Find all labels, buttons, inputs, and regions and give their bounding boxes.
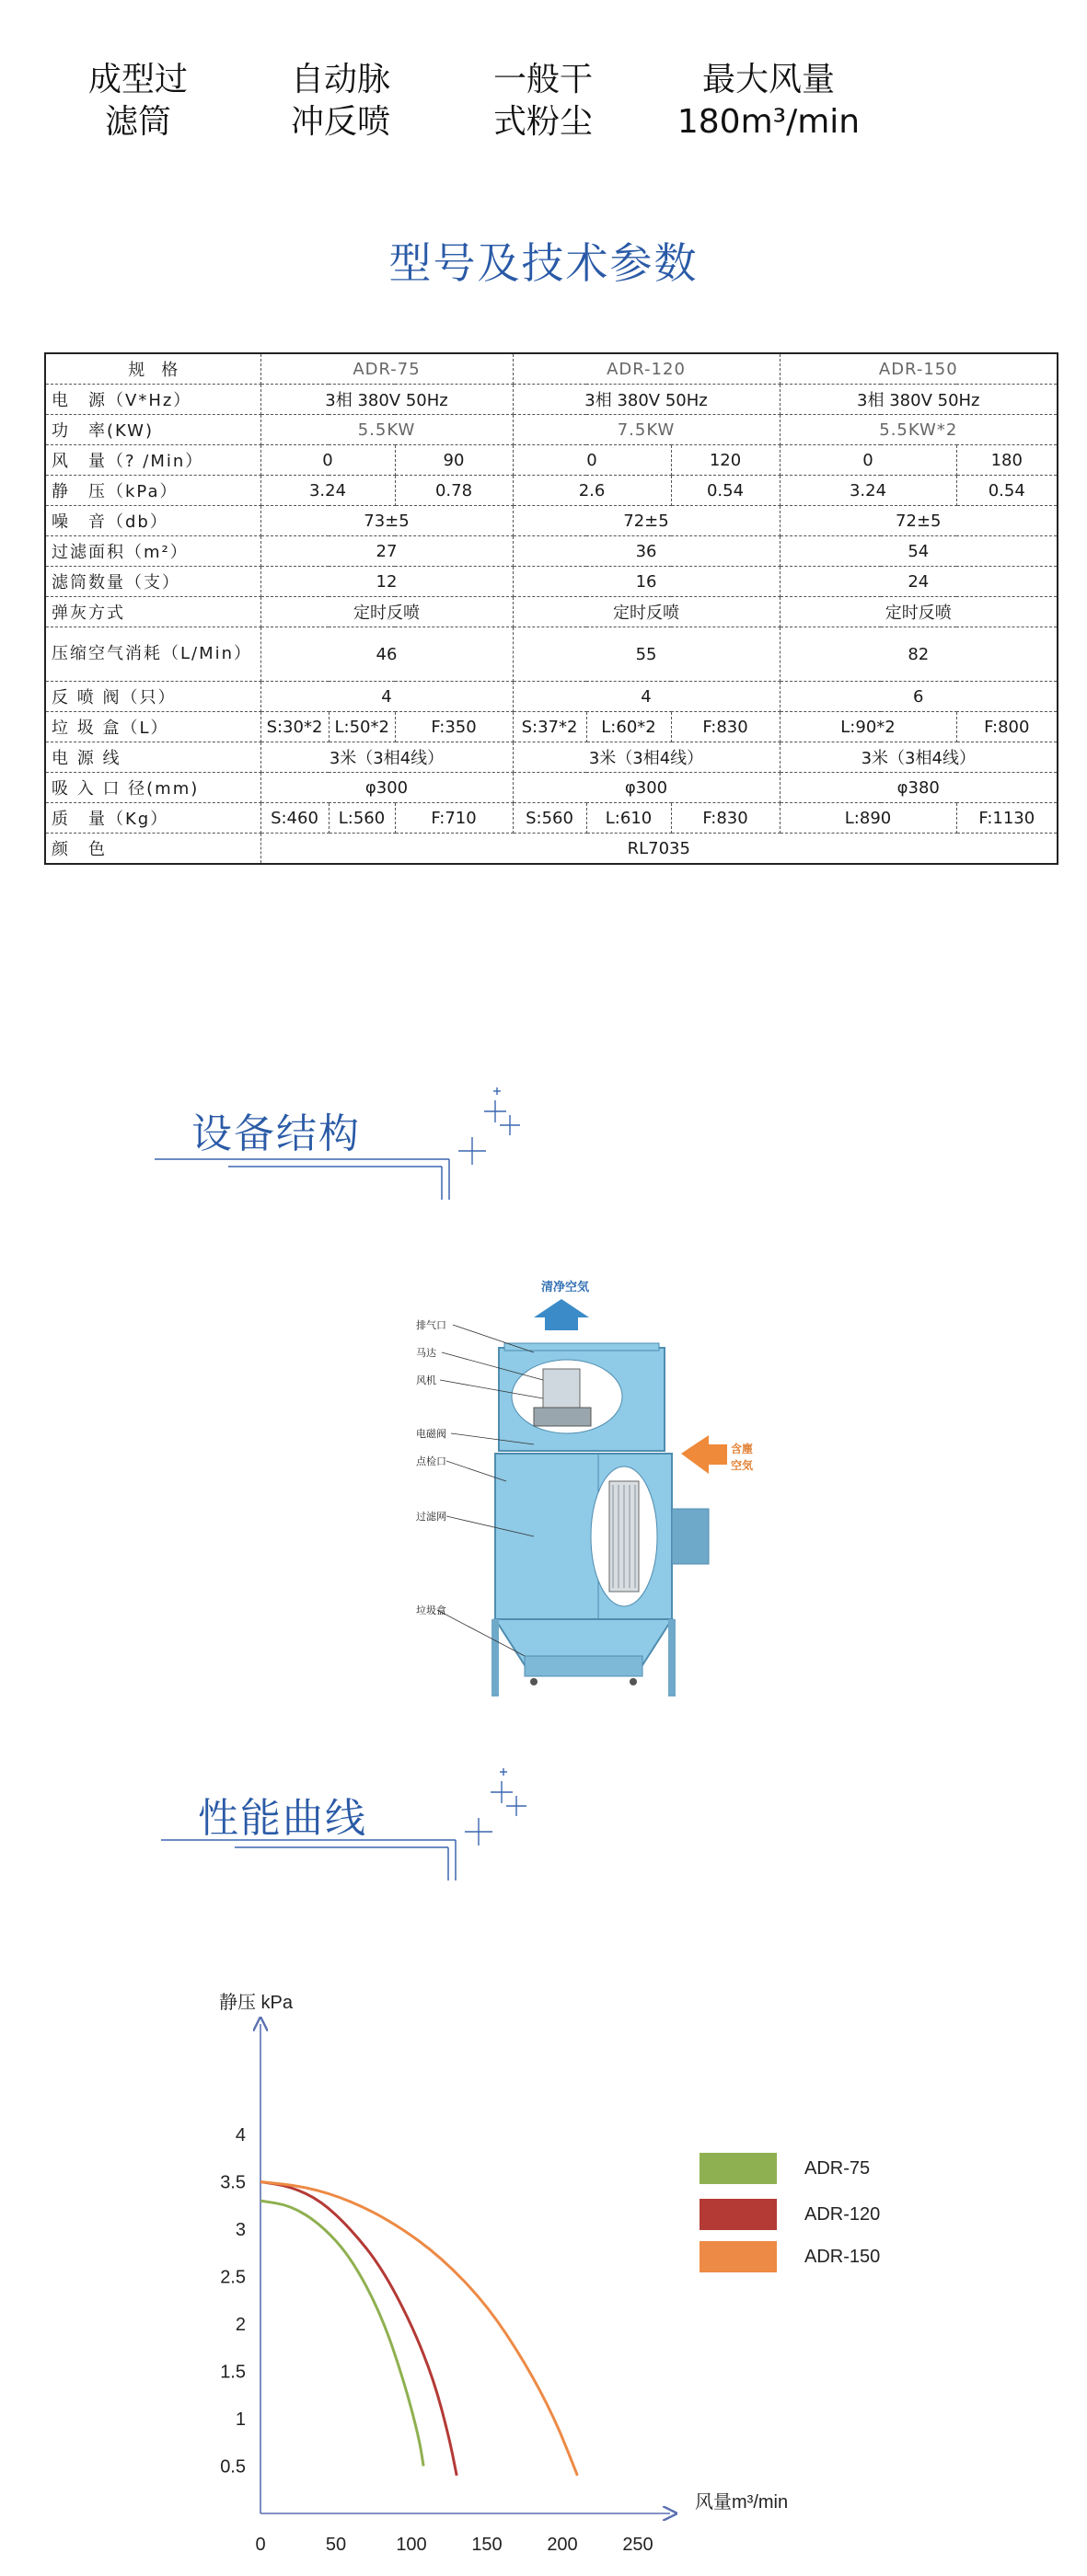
y-tick-label: 2	[235, 2315, 246, 2335]
series-line-adr-150	[260, 2182, 577, 2476]
feature-dry-dust	[479, 59, 607, 144]
spec-header-label: 规 格	[45, 353, 260, 385]
spec-row-airflow	[45, 445, 1058, 476]
y-tick-label: 0.5	[220, 2456, 246, 2478]
spec-row-cable	[45, 742, 1058, 773]
y-tick-label: 1	[235, 2409, 246, 2430]
solenoid-valve-label: 电磁阀	[416, 1428, 446, 1440]
spec-row-compressed-air	[45, 627, 1058, 682]
cell: 3米（3相4线）	[260, 742, 513, 773]
spec-row-noise	[45, 506, 1058, 536]
cell: 4	[260, 682, 513, 712]
cell: 120	[671, 445, 780, 476]
cell: φ380	[780, 773, 1058, 803]
cell: 3.24	[780, 476, 956, 506]
row-label: 吸 入 口 径(mm)	[45, 773, 260, 803]
cell: S:560	[513, 803, 586, 834]
x-tick-label: 100	[396, 2535, 427, 2555]
cell: 6	[780, 682, 1058, 712]
feature-line: 自动脉	[290, 61, 390, 98]
dust-bin-label: 垃圾盒	[416, 1604, 446, 1616]
cell: 3相 380V 50Hz	[780, 385, 1058, 415]
row-label: 垃 圾 盒（L）	[45, 712, 260, 742]
legend-swatch	[700, 2153, 777, 2184]
feature-pulse-jet	[276, 59, 405, 144]
cell: 36	[513, 536, 780, 567]
row-label: 风 量（? /Min）	[45, 445, 260, 476]
cell: 12	[260, 567, 513, 597]
legend-label: ADR-75	[804, 2157, 871, 2179]
clean-air-label: 清净空気	[541, 1281, 590, 1294]
spec-row-color	[45, 834, 1058, 865]
spec-table	[44, 352, 1058, 865]
cell: 5.5KW	[260, 415, 513, 445]
row-label: 压缩空气消耗（L/Min）	[45, 627, 260, 682]
legend-swatch	[700, 2241, 777, 2272]
cell: 82	[780, 627, 1058, 682]
cell: 3相 380V 50Hz	[513, 385, 780, 415]
cell: 90	[395, 445, 513, 476]
cell: 定时反喷	[260, 597, 513, 627]
cell: S:37*2	[513, 712, 586, 742]
row-label: 电 源 线	[45, 742, 260, 773]
title-underline-decoration	[155, 1082, 523, 1211]
cell: 定时反喷	[513, 597, 780, 627]
legend-swatch	[700, 2199, 777, 2230]
cell: 7.5KW	[513, 415, 780, 445]
cell: 54	[780, 536, 1058, 567]
cell: F:800	[956, 712, 1058, 742]
x-tick-label: 0	[255, 2535, 266, 2555]
cell: L:610	[586, 803, 671, 834]
cell: L:90*2	[780, 712, 956, 742]
cell: F:830	[671, 803, 780, 834]
legend-item	[700, 2199, 880, 2230]
x-tick-label: 250	[622, 2535, 653, 2555]
cell: 2.6	[513, 476, 671, 506]
cell: 16	[513, 567, 780, 597]
model-name: ADR-120	[513, 353, 780, 385]
cell: 55	[513, 627, 780, 682]
cell: F:710	[395, 803, 513, 834]
dust-collector-diagram	[396, 1260, 773, 1702]
row-label: 反 喷 阀（只）	[45, 682, 260, 712]
fan-label: 风机	[416, 1374, 436, 1386]
feature-line: 最大风量	[701, 61, 835, 98]
y-tick-label: 2.5	[220, 2267, 246, 2288]
spec-row-inlet	[45, 773, 1058, 803]
spec-row-valve	[45, 682, 1058, 712]
cell: 73±5	[260, 506, 513, 536]
filter-label: 过滤网	[416, 1511, 446, 1523]
legend-label: ADR-150	[804, 2246, 881, 2267]
y-tick-label: 3.5	[220, 2172, 246, 2193]
cell: F:1130	[956, 803, 1058, 834]
row-label: 电 源（V*Hz）	[45, 385, 260, 415]
cell: 0	[260, 445, 395, 476]
spec-row-filter-count	[45, 567, 1058, 597]
series-line-adr-75	[260, 2201, 423, 2466]
y-axis-label: 静压 kPa	[219, 1993, 294, 2013]
x-tick-label: 150	[471, 2535, 503, 2555]
x-axis-label: 风量m³/min	[695, 2492, 789, 2513]
y-tick-label: 4	[235, 2125, 246, 2145]
cell: RL7035	[260, 834, 1058, 865]
dusty-air-label: 含塵	[731, 1443, 754, 1455]
cell: 3.24	[260, 476, 395, 506]
cell: 定时反喷	[780, 597, 1058, 627]
feature-formed-filter	[74, 59, 202, 144]
spec-row-cleaning	[45, 597, 1058, 627]
row-label: 滤筒数量（支）	[45, 567, 260, 597]
cell: S:460	[260, 803, 329, 834]
cell: 3米（3相4线）	[780, 742, 1058, 773]
performance-section-title: 性能曲线	[198, 1795, 367, 1842]
x-tick-label: 50	[325, 2535, 347, 2555]
feature-line: 成型过	[87, 61, 188, 98]
spec-row-power	[45, 385, 1058, 415]
cell: L:50*2	[329, 712, 395, 742]
cell: L:890	[780, 803, 956, 834]
cell: S:30*2	[260, 712, 329, 742]
cell: 0	[780, 445, 956, 476]
cell: 0.78	[395, 476, 513, 506]
cell: L:560	[329, 803, 395, 834]
cell: 46	[260, 627, 513, 682]
spec-section-title: 型号及技术参数	[388, 238, 699, 288]
cell: 72±5	[780, 506, 1058, 536]
performance-chart	[0, 1969, 1087, 2572]
row-label: 质 量（Kg）	[45, 803, 260, 834]
spec-row-weight	[45, 803, 1058, 834]
model-name: ADR-75	[260, 353, 513, 385]
title-underline-decoration	[161, 1763, 529, 1892]
cell: 180	[956, 445, 1058, 476]
cell: F:830	[671, 712, 780, 742]
dust-collector-illustration	[396, 1260, 773, 1702]
row-label: 弹灰方式	[45, 597, 260, 627]
row-label: 噪 音（db）	[45, 506, 260, 536]
cell: 0.54	[956, 476, 1058, 506]
spec-row-pressure	[45, 476, 1058, 506]
feature-line: 一般干	[492, 61, 593, 98]
spec-header-row	[45, 353, 1058, 385]
y-tick-label: 1.5	[220, 2362, 246, 2383]
cell: 4	[513, 682, 780, 712]
cell: F:350	[395, 712, 513, 742]
cell: 3相 380V 50Hz	[260, 385, 513, 415]
cell: 24	[780, 567, 1058, 597]
feature-line: 冲反喷	[290, 103, 390, 141]
cell: φ300	[513, 773, 780, 803]
row-label: 过滤面积（m²）	[45, 536, 260, 567]
x-tick-label: 200	[547, 2535, 578, 2555]
series-line-adr-120	[260, 2182, 457, 2476]
cell: 3米（3相4线）	[513, 742, 780, 773]
feature-max-airflow	[663, 59, 874, 144]
motor-label: 马达	[416, 1347, 436, 1359]
cell: 72±5	[513, 506, 780, 536]
feature-line: 180m³/min	[676, 103, 861, 141]
cell: L:60*2	[586, 712, 671, 742]
model-name: ADR-150	[780, 353, 1058, 385]
legend-label: ADR-120	[804, 2203, 881, 2225]
dusty-air-label: 空気	[731, 1459, 754, 1472]
row-label: 颜 色	[45, 834, 260, 865]
exhaust-label: 排气口	[416, 1319, 446, 1331]
inspection-port-label: 点检口	[416, 1455, 446, 1467]
row-label: 静 压（kPa）	[45, 476, 260, 506]
y-tick-label: 3	[235, 2220, 246, 2240]
feature-line: 滤筒	[104, 103, 171, 141]
legend-item	[700, 2241, 880, 2272]
cell: 27	[260, 536, 513, 567]
cell: 0	[513, 445, 671, 476]
cell: φ300	[260, 773, 513, 803]
legend-item	[700, 2153, 870, 2184]
feature-line: 式粉尘	[492, 103, 593, 141]
spec-row-filter-area	[45, 536, 1058, 567]
cell: 0.54	[671, 476, 780, 506]
structure-section-title: 设备结构	[191, 1110, 361, 1157]
cell: 5.5KW*2	[780, 415, 1058, 445]
spec-row-rate	[45, 415, 1058, 445]
spec-row-dust-bin	[45, 712, 1058, 742]
row-label: 功 率(KW)	[45, 415, 260, 445]
performance-chart-svg	[0, 1969, 1087, 2572]
